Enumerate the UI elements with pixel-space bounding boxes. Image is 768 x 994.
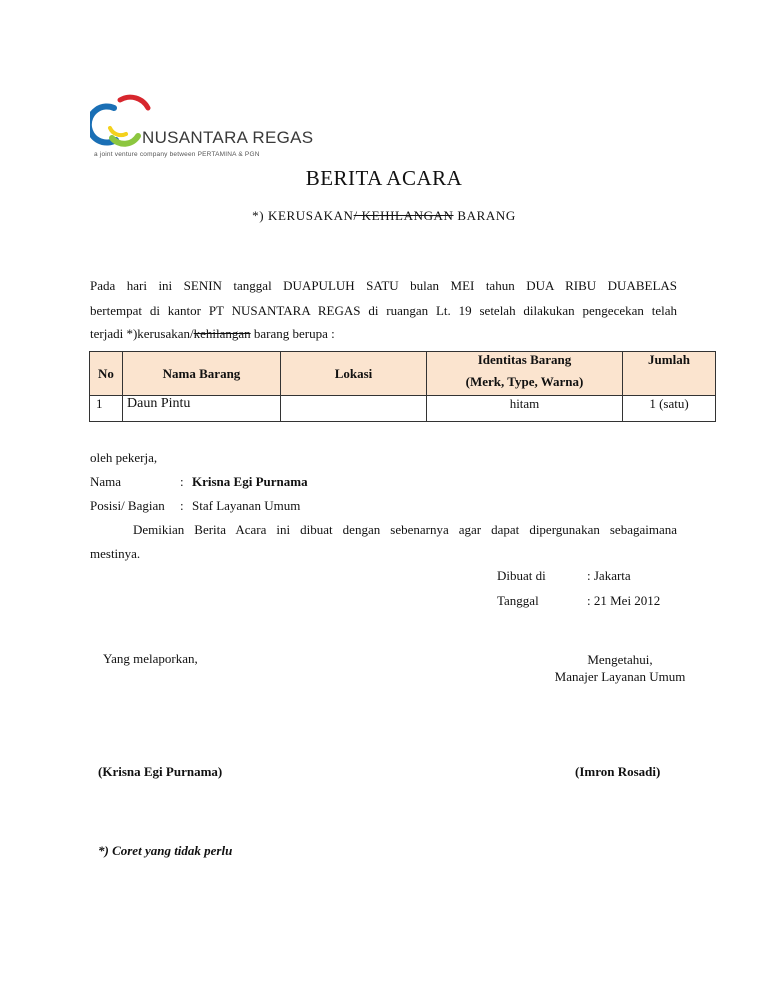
signature-right-label-2: Manajer Layanan Umum bbox=[554, 669, 686, 684]
items-table bbox=[89, 351, 716, 422]
cell-identitas: hitam bbox=[427, 396, 623, 422]
signature-right-label-1: Mengetahui, bbox=[587, 652, 653, 667]
table-row bbox=[90, 396, 716, 422]
header-lokasi: Lokasi bbox=[281, 352, 427, 396]
intro-line-3-suffix: barang berupa : bbox=[250, 326, 335, 341]
subtitle-prefix: *) KERUSAKAN bbox=[252, 208, 354, 223]
header-no: No bbox=[90, 352, 123, 396]
date-value: : 21 Mei 2012 bbox=[587, 593, 661, 608]
company-logo bbox=[90, 88, 314, 168]
document-title: BERITA ACARA bbox=[305, 166, 463, 190]
header-identitas-line-2: (Merk, Type, Warna) bbox=[465, 374, 584, 389]
cell-jumlah: 1 (satu) bbox=[623, 396, 716, 422]
header-nama-barang: Nama Barang bbox=[123, 352, 281, 396]
worker-name-label: Nama bbox=[90, 474, 122, 489]
worker-name-value: Krisna Egi Purnama bbox=[192, 474, 308, 489]
header-jumlah: Jumlah bbox=[623, 352, 716, 396]
intro-line-3-prefix: terjadi *)kerusakan/ bbox=[90, 326, 194, 341]
closing-line-1: Demikian Berita Acara ini dibuat dengan sebenarnya agar dapat dipergunakan sebagaimana bbox=[133, 522, 677, 537]
subtitle-suffix: BARANG bbox=[457, 208, 516, 223]
place-value: : Jakarta bbox=[587, 568, 631, 583]
date-label: Tanggal bbox=[497, 593, 539, 608]
closing-line-2: mestinya. bbox=[90, 546, 141, 561]
signature-right-name: (Imron Rosadi) bbox=[575, 764, 661, 779]
logo-tagline: a joint venture company between PERTAMINA & PGN bbox=[94, 151, 260, 158]
signature-left-name: (Krisna Egi Purnama) bbox=[98, 764, 223, 779]
header-identitas bbox=[427, 352, 623, 396]
header-identitas-line-1: Identitas Barang bbox=[477, 352, 572, 367]
place-label: Dibuat di bbox=[497, 568, 546, 583]
intro-line-2: bertempat di kantor PT NUSANTARA REGAS di ruangan Lt. 19 setelah dilakukan pengecekan telah bbox=[90, 303, 677, 318]
signature-right-label bbox=[520, 651, 720, 685]
worker-intro: oleh pekerja, bbox=[90, 450, 158, 465]
document-subtitle bbox=[0, 208, 768, 224]
subtitle-struck: / KEHILANGAN bbox=[353, 208, 454, 223]
signature-left-label: Yang melaporkan, bbox=[103, 651, 198, 666]
footnote: *) Coret yang tidak perlu bbox=[98, 843, 233, 858]
intro-line-1: Pada hari ini SENIN tanggal DUAPULUH SATU bulan MEI tahun DUA RIBU DUABELAS bbox=[90, 278, 677, 293]
intro-line-3-struck: kehilangan bbox=[193, 326, 251, 341]
worker-position-colon: : bbox=[180, 498, 184, 513]
worker-position-label: Posisi/ Bagian bbox=[90, 498, 165, 513]
table-header-row bbox=[90, 352, 716, 396]
logo-name: NUSANTARA REGAS bbox=[142, 128, 314, 147]
intro-line-3 bbox=[90, 326, 335, 342]
worker-name-colon: : bbox=[180, 474, 184, 489]
cell-nama-barang: Daun Pintu bbox=[123, 396, 281, 422]
worker-position-value: Staf Layanan Umum bbox=[192, 498, 301, 513]
cell-no: 1 bbox=[90, 396, 123, 422]
cell-lokasi bbox=[281, 396, 427, 422]
